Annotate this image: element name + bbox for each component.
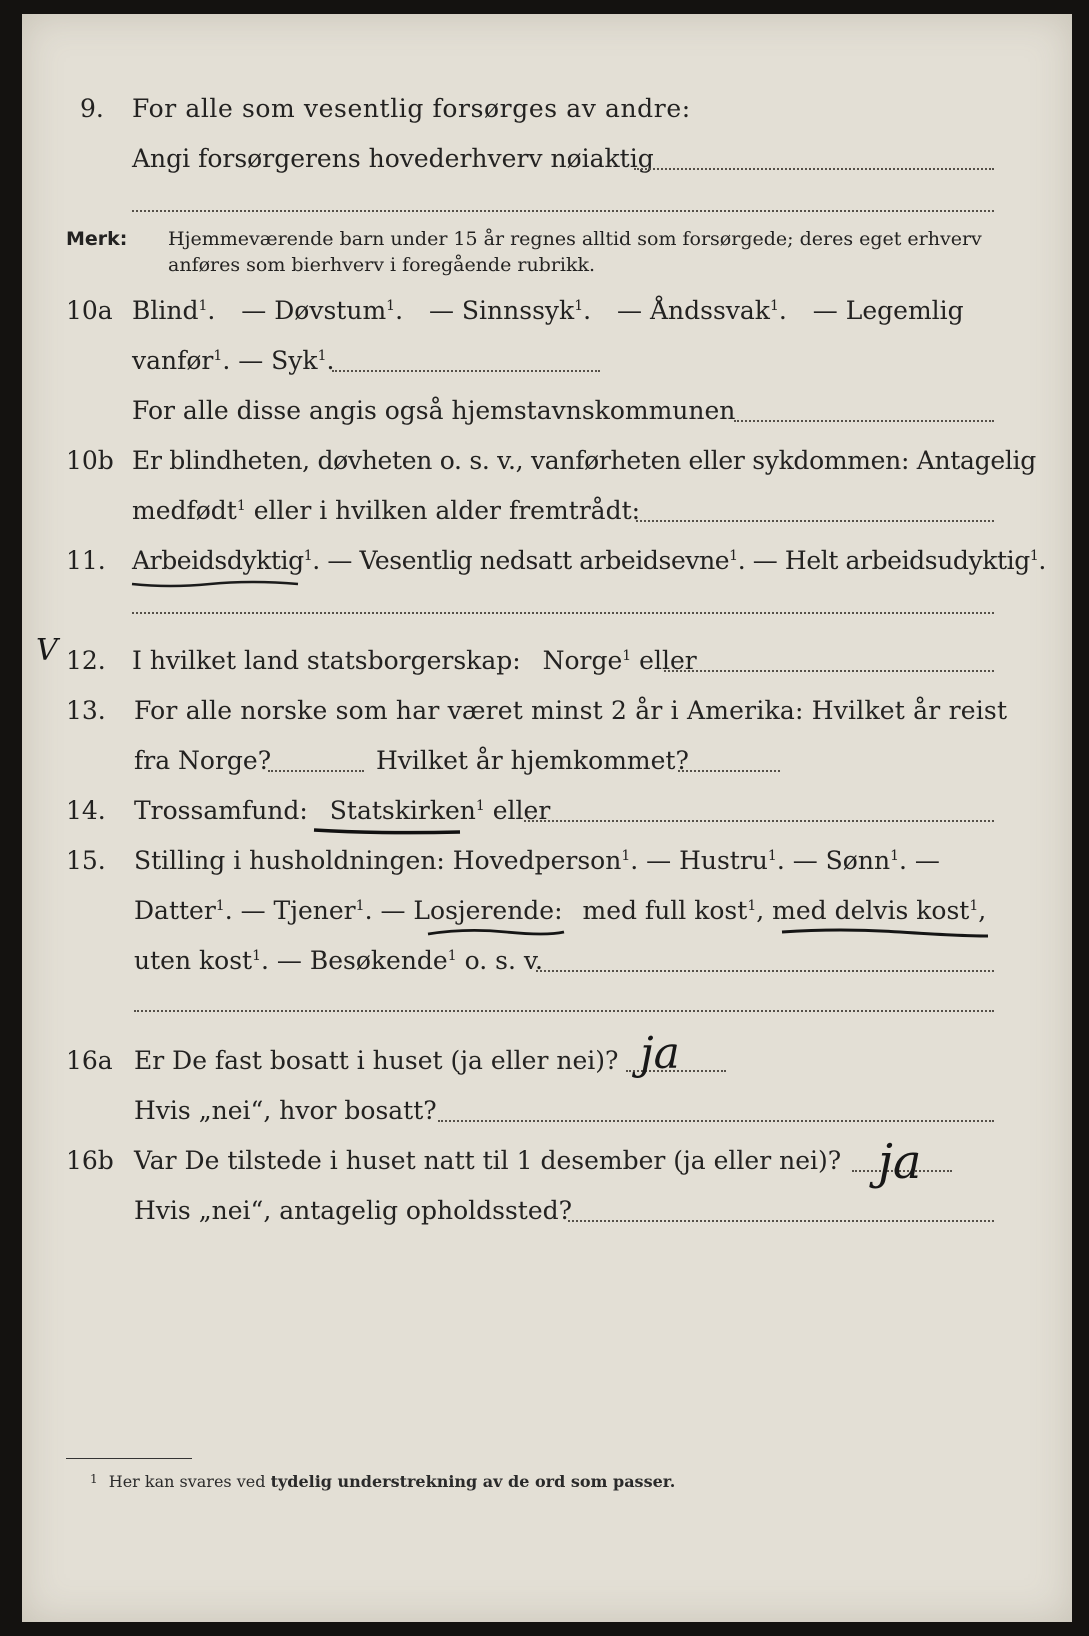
q10a-line3: For alle disse angis også hjemstavnskommunen [132,396,736,425]
q14-eller: eller [492,796,551,825]
q15-number: 15. [66,846,106,875]
q15-answer-line[interactable] [536,970,994,972]
q15-line2 [134,898,986,923]
footnote-ref: 1 [890,848,899,864]
q13-hjemkommet-line[interactable] [678,770,780,772]
q16b-line2: Hvis „nei“, antagelig opholdssted? [134,1196,573,1225]
q11-period: . [1038,546,1046,575]
q10b-line2 [132,498,640,523]
option-hovedperson[interactable]: Stilling i husholdningen: Hovedperson [134,846,622,875]
q12-eller: eller [639,646,697,675]
footnote-ref: 1 [729,548,738,564]
q10b-line1: Er blindheten, døvheten o. s. v., vanførheten eller sykdommen: Antagelig [132,446,1036,475]
q11-number: 11. [66,546,106,575]
option-dovstum[interactable]: — Døvstum [241,296,387,325]
footnote-ref: 1 [303,548,313,564]
option-datter[interactable]: Datter [134,896,216,925]
underline-losjerende [426,926,566,940]
footnote-ref: 1 [198,298,208,314]
q15-comma: , [756,896,765,925]
q16b-line1: Var De tilstede i huset natt til 1 desember (ja eller nei)? [134,1146,842,1175]
q14-line [134,798,550,823]
footnote-ref: 1 [622,648,632,664]
q11-extra-line[interactable] [132,612,994,614]
footnote-ref: 1 [1029,548,1039,564]
q16a-line2: Hvis „nei“, hvor bosatt? [134,1096,437,1125]
q10a-line1: Blind$^1$. — Døvstum$^1$. — Sinnssyk$^1$. — Åndssvak$^1$. — Legemlig [132,296,964,325]
q16a-number: 16a [66,1046,113,1075]
q16b-handwritten-answer: ja [878,1134,922,1190]
option-besokende[interactable]: . — Besøkende [261,946,448,975]
footnote-ref: 1 [767,848,777,864]
q14-label: Trossamfund: [134,796,308,825]
census-form-page [22,14,1072,1622]
footnote-rule [66,1458,192,1459]
q15-line1 [134,848,940,873]
q11-line [132,548,1046,573]
q15-extra-line[interactable] [134,1010,994,1012]
footnote-ref: 1 [574,298,584,314]
q9-answer-line[interactable] [634,168,994,170]
footnote-ref: 1 [252,948,261,964]
q16a-bosatt-line[interactable] [438,1120,994,1122]
q14-number: 14. [66,796,106,825]
q10a-number: 10a [66,296,113,325]
footnote-text-a: Her kan svares ved [108,1472,266,1491]
footnote-ref: 1 [447,948,457,964]
footnote-ref: 1 [386,298,396,314]
option-nedsatt[interactable]: . — Vesentlig nedsatt arbeidsevne [312,546,730,575]
footnote-marker: 1 [90,1472,98,1486]
underline-statskirken [312,826,462,838]
q10b-answer-line[interactable] [636,520,994,522]
footnote-ref: 1 [475,798,485,814]
option-sinnssyk[interactable]: — Sinnssyk [428,296,575,325]
footnote [90,1472,675,1491]
q13-number: 13. [66,696,106,725]
q15-comma: , [978,896,987,925]
option-tjener[interactable]: . — Tjener [224,896,356,925]
footnote-ref: 1 [317,348,327,364]
handwritten-checkmark: V [36,633,58,668]
q15-dash: . — [364,896,406,925]
q16a-handwritten-answer: ja [640,1028,680,1079]
q15-dash: . — [898,846,940,875]
merk-line2: anføres som bierhverv i foregående rubrikk. [168,254,596,276]
merk-line1: Hjemmeværende barn under 15 år regnes alltid som forsørgede; deres eget erhverv [168,228,982,250]
q13-hjemkommet-label: Hvilket år hjemkommet? [376,746,689,775]
footnote-ref: 1 [769,298,779,314]
option-vanfor[interactable]: vanfør [132,346,214,375]
q12-number: 12. [66,646,106,675]
footnote-ref: 1 [355,898,365,914]
q16a-line1: Er De fast bosatt i huset (ja eller nei)? [134,1046,619,1075]
option-blind[interactable]: Blind [132,296,199,325]
q16b-number: 16b [66,1146,114,1175]
option-losjerende[interactable]: Losjerende: [413,896,563,925]
option-andssvak[interactable]: — Åndssvak [617,296,770,325]
q10a-answer-line[interactable] [332,370,600,372]
q15-line3 [134,948,543,973]
q9-line2: Angi forsørgerens hovederhverv nøiaktig [132,144,654,173]
q13-reist-line[interactable] [268,770,364,772]
option-sonn[interactable]: . — Sønn [776,846,891,875]
footnote-ref: 1 [747,898,757,914]
option-norge[interactable]: Norge [542,646,623,675]
merk-label: Merk: [66,228,128,250]
option-medfodt[interactable]: medfødt [132,496,237,525]
q12-line [132,648,697,673]
option-arbeidsdyktig[interactable]: Arbeidsdyktig [132,546,304,575]
option-statskirken[interactable]: Statskirken [329,796,476,825]
option-uten-kost[interactable]: uten kost [134,946,253,975]
q15-osv: o. s. v. [464,946,543,975]
q13-reist-label: fra Norge? [134,746,272,775]
underline-arbeidsdyktig [130,578,300,590]
option-delvis-kost[interactable]: med delvis kost [772,896,970,925]
footnote-ref: 1 [213,348,223,364]
q10b-alder-label: eller i hvilken alder fremtrådt: [253,496,641,525]
q12-answer-line[interactable] [664,670,994,672]
option-udyktig[interactable]: . — Helt arbeidsudyktig [737,546,1030,575]
q10a-line2: vanfør$^1$. — Syk$^1$. [132,346,335,375]
option-legemlig[interactable]: — Legemlig [812,296,964,325]
q10a-hjemstavn-line[interactable] [734,420,994,422]
q14-answer-line[interactable] [524,820,994,822]
option-hustru[interactable]: . — Hustru [630,846,768,875]
option-syk[interactable]: . — Syk [222,346,318,375]
footnote-text-b: tydelig understrekning av de ord som passer. [270,1472,676,1491]
footnote-ref: 1 [969,898,979,914]
q10b-number: 10b [66,446,114,475]
q16b-opholdssted-line[interactable] [568,1220,994,1222]
q9-number: 9. [80,94,104,123]
option-full-kost[interactable]: med full kost [582,896,748,925]
q13-line1: For alle norske som har været minst 2 år i Amerika: Hvilket år reist [134,696,1008,725]
underline-delvis-kost [780,926,990,940]
q9-extra-line[interactable] [132,210,994,212]
q12-label: I hvilket land statsborgerskap: [132,646,521,675]
footnote-ref: 1 [236,498,246,514]
footnote-ref: 1 [215,898,225,914]
q9-line1: For alle som vesentlig forsørges av andre: [132,94,691,123]
footnote-ref: 1 [621,848,631,864]
